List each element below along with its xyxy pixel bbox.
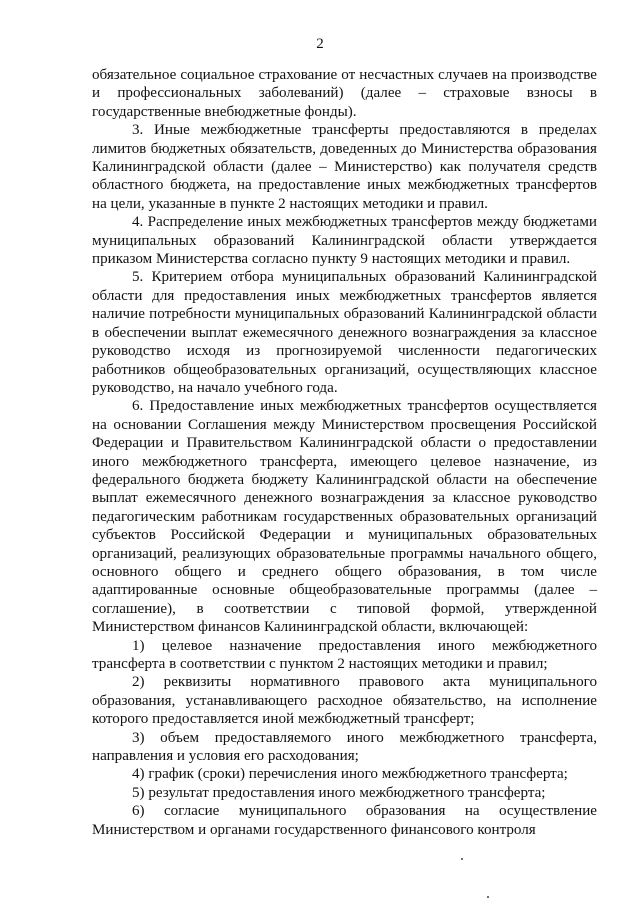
paragraph-3: 3. Иные межбюджетные трансферты предоставляются в пределах лимитов бюджетных обязательств, доведенных до Министерства образования Калининградской области (далее – Министерство) как получателя средств областного бюджета, на предоставление иных межбюджетных трансфертов на цели, указанные в пункте 2 настоящих методики и правил. xyxy=(92,122,597,212)
paragraph-continuation: обязательное социальное страхование от несчастных случаев на производстве и профессиональных заболеваний) (далее – страховые взносы в государственные внебюджетные фонды). xyxy=(92,67,597,120)
list-item-3: 3) объем предоставляемого иного межбюджетного трансферта, направления и условия его расходования; xyxy=(92,729,597,765)
page-number: 2 xyxy=(316,36,324,52)
list-item-5: 5) результат предоставления иного межбюджетного трансферта; xyxy=(132,784,546,801)
paragraph-4: 4. Распределение иных межбюджетных трансфертов между бюджетами муниципальных образований Калининградской области утверждается приказом Министерства согласно пункту 9 настоящих методики и правил. xyxy=(92,214,597,268)
body-text xyxy=(92,66,597,839)
list-item-6: 6) согласие муниципального образования на осуществление Министерством и органами государственного финансового контроля xyxy=(92,803,597,838)
list-item-1: 1) целевое назначение предоставления иного межбюджетного трансферта в соответствии с пунктом 2 настоящих методики и правил; xyxy=(92,637,597,672)
scan-speck xyxy=(487,896,489,898)
paragraph-6: 6. Предоставление иных межбюджетных трансфертов осуществляется на основании Соглашения между Министерством просвещения Российской Федерации и Правительством Калининградской области о предоставлении иного межбюджетного трансферта, имеющего целевое назначение, из федерального бюджета бюджету Калининградской области на обеспечение выплат ежемесячного денежного вознаграждения за классное руководство педагогическим работникам государственных образовательных организаций субъектов Российской Федерации и муниципальных образовательных организаций, реализующих образовательные программы начального общего, основного общего и среднего общего образования, в том числе адаптированные основные общеобразовательные программы (далее – соглашение), в соответствии с типовой формой, утвержденной Министерством финансов Калининградской области, включающей: xyxy=(92,398,597,636)
scan-speck xyxy=(461,858,463,860)
list-item-4: 4) график (сроки) перечисления иного межбюджетного трансферта; xyxy=(132,766,568,783)
paragraph-5: 5. Критерием отбора муниципальных образований Калининградской области для предоставления иных межбюджетных трансфертов является наличие потребности муниципальных образований Калининградской области в обеспечении выплат ежемесячного денежного вознаграждения за классное руководство исходя из прогнозируемой численности педагогических работников общеобразовательных организаций, осуществляющих классное руководство, на начало учебного года. xyxy=(92,269,597,396)
list-item-2: 2) реквизиты нормативного правового акта муниципального образования, устанавливающего расходное обязательство, на исполнение которого предоставляется иной межбюджетный трансферт; xyxy=(92,674,597,728)
